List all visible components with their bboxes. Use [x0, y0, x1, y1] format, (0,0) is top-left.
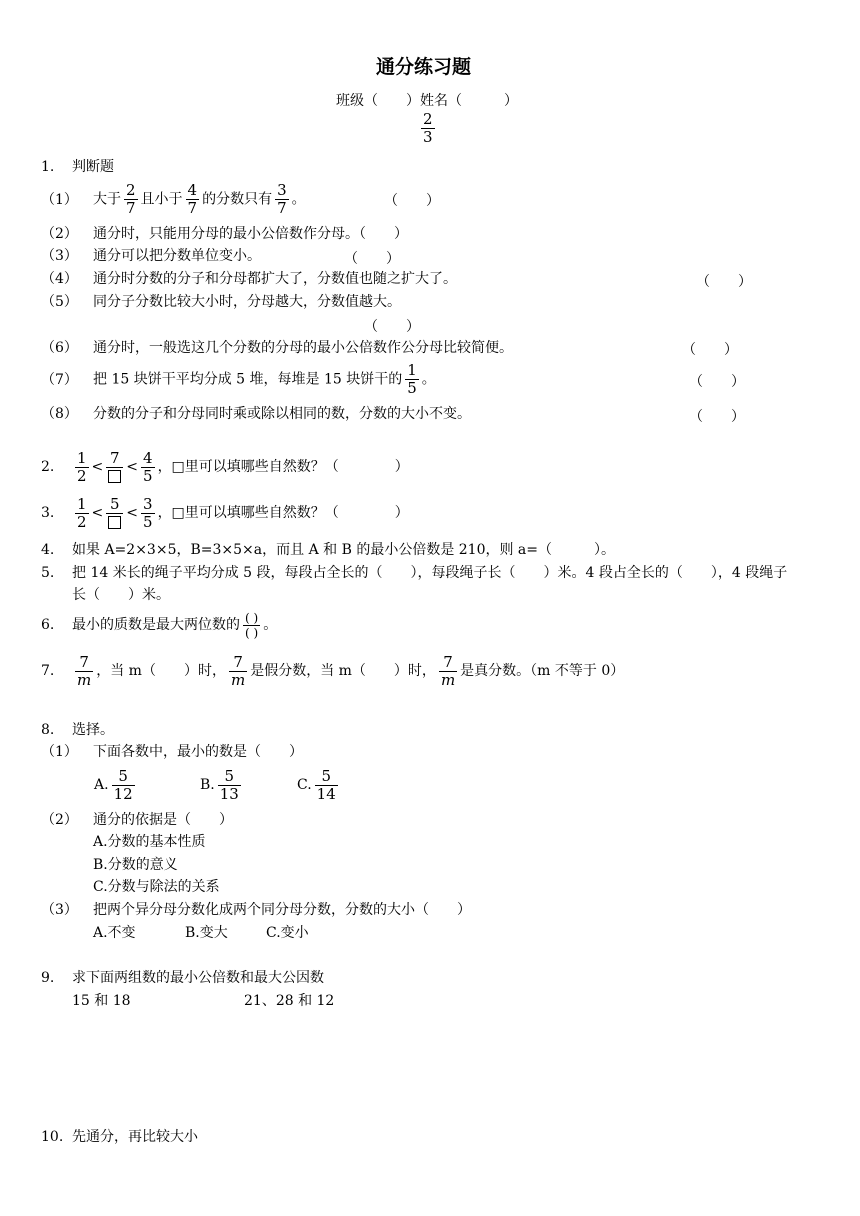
- top-fraction: $\frac{2}{3}$: [423, 110, 433, 146]
- q8-sub-1: （1） 下面各数中，最小的数是（ ）: [41, 744, 303, 760]
- q8-sub-3-option-a: A.不变: [93, 925, 136, 941]
- q3: 3. $\frac{1}{2}$ < 5 < $\frac{3}{5}$ ，□里可以填哪些自然数？（ ）: [41, 494, 409, 531]
- q5-line1: 5. 把 14 米长的绳子平均分成 5 段，每段占全长的（ ），每段绳子长（ ）米。4 段占全长的（ ），4 段绳子: [41, 565, 788, 581]
- q9: 9. 求下面两组数的最小公倍数和最大公因数: [41, 970, 324, 986]
- option-c: C. $\frac{5}{14}$: [297, 766, 336, 803]
- q1-item-8: （8） 分数的分子和分母同时乘或除以相同的数，分数的大小不变。: [41, 406, 471, 422]
- q8-heading: 8. 选择。: [41, 722, 114, 738]
- q8-sub-1-options: [94, 765, 341, 805]
- q5-line2: 长（ ）米。: [72, 587, 170, 603]
- page-title: 通分练习题: [376, 56, 472, 78]
- q1-item-1-paren: （ ）: [384, 193, 440, 209]
- q8-sub-3-option-c: C.变小: [266, 925, 309, 941]
- q1-item-3: （3） 通分可以把分数单位变小。: [41, 248, 261, 264]
- blank-box: [108, 516, 121, 529]
- q8-sub-2-option-a: A.分数的基本性质: [93, 834, 206, 850]
- q8-sub-3-option-b: B.变大: [185, 925, 228, 941]
- q10: 10. 先通分，再比较大小: [41, 1129, 198, 1145]
- q1-item-3-paren: （ ）: [344, 251, 400, 267]
- q1-item-5: （5） 同分子分数比较大小时，分母越大，分数值越大。: [41, 294, 401, 310]
- q1-item-4-paren: （ ）: [696, 274, 752, 290]
- q1-item-6: （6） 通分时，一般选这几个分数的分母的最小公倍数作公分母比较简便。: [41, 340, 513, 356]
- q1-item-8-paren: （ ）: [689, 409, 745, 425]
- q7: 7. $\frac{7}{m}$ ，当 m（ ）时， $\frac{7}{m}$ 是假分数，当 m（ ）时， $\frac{7}{m}$ 是真分数。（m 不等于 0）: [41, 652, 625, 689]
- q1-item-2: （2） 通分时，只能用分母的最小公倍数作分母。（ ）: [41, 226, 408, 242]
- q9-group-2: 21、28 和 12: [244, 993, 335, 1009]
- option-a: A. $\frac{5}{12}$: [94, 766, 133, 803]
- q6: 6. 最小的质数是最大两位数的 $\frac{( )}{( )}$ 。: [41, 610, 278, 640]
- blank-box: [108, 470, 121, 483]
- q8-sub-2-option-c: C.分数与除法的关系: [93, 879, 220, 895]
- q1-item-5-paren: （ ）: [364, 319, 420, 335]
- option-b: B. $\frac{5}{13}$: [200, 766, 239, 803]
- q9-group-1: 15 和 18: [72, 993, 131, 1009]
- class-name-line: 班级（ ）姓名（ ）: [336, 93, 518, 109]
- q1-item-7-paren: （ ）: [689, 374, 745, 390]
- q1-item-7: （7） 把 15 块饼干平均分成 5 堆，每堆是 15 块饼干的 $\frac{1}{5}$ 。: [41, 361, 436, 397]
- q2: 2. $\frac{1}{2}$ < 7 < $\frac{4}{5}$ ，□里可以填哪些自然数？（ ）: [41, 448, 409, 485]
- q1-item-6-paren: （ ）: [682, 342, 738, 358]
- q8-sub-2-option-b: B.分数的意义: [93, 857, 178, 873]
- q8-sub-3: （3） 把两个异分母分数化成两个同分母分数，分数的大小（ ）: [41, 902, 471, 918]
- q4: 4. 如果 A=2×3×5，B=3×5×a，而且 A 和 B 的最小公倍数是 210，则 a=（ ）。: [41, 542, 616, 558]
- q1-heading: 1. 判断题: [41, 159, 114, 175]
- q1-item-1: （1） 大于 $\frac{2}{7}$ 且小于 $\frac{4}{7}$ 的分数只有 $\frac{3}{7}$ 。: [41, 181, 306, 217]
- q8-sub-2: （2） 通分的依据是（ ）: [41, 812, 233, 828]
- q1-item-4: （4） 通分时分数的分子和分母都扩大了，分数值也随之扩大了。: [41, 271, 457, 287]
